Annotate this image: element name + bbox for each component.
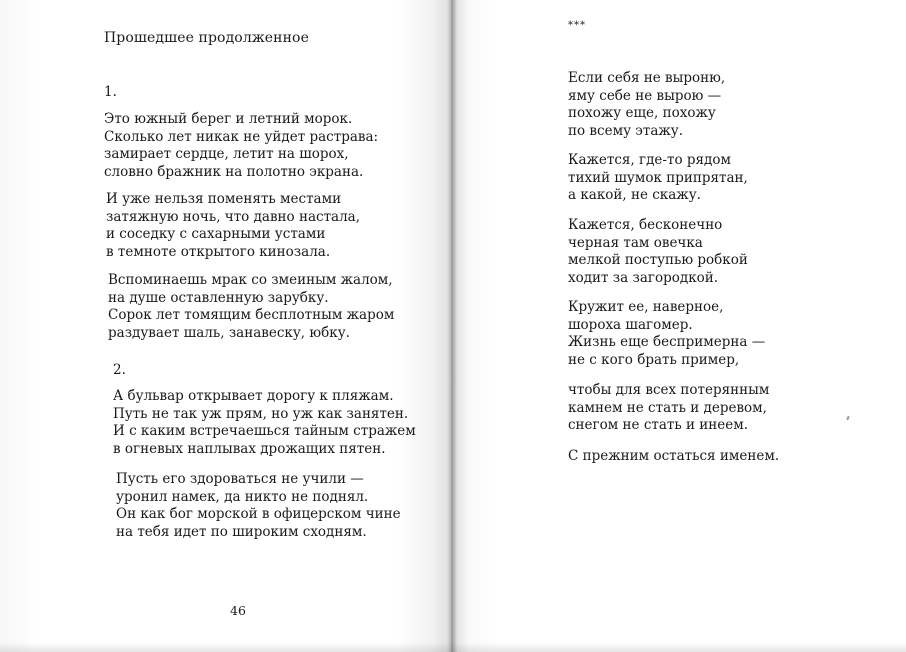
verse-line: Если себя не выроню, bbox=[568, 70, 726, 86]
verse-line: А бульвар открывает дорогу к пляжам. bbox=[113, 388, 394, 404]
page-edge-shadow bbox=[0, 642, 906, 652]
verse-line: С прежним остаться именем. bbox=[568, 448, 780, 464]
verse-line: Это южный берег и летний морок. bbox=[104, 111, 353, 127]
page-number: 46 bbox=[230, 603, 246, 618]
right-stanza-3 bbox=[568, 217, 748, 287]
verse-line: словно бражник на полотно экрана. bbox=[104, 163, 364, 180]
verse-line: замирает сердце, летит на шорох, bbox=[104, 146, 349, 162]
left-stanza-2 bbox=[106, 191, 360, 261]
verse-line: тихий шумок припрятан, bbox=[568, 169, 748, 186]
book-gutter bbox=[447, 0, 457, 652]
verse-line: на тебя идет по широким сходням. bbox=[116, 523, 367, 540]
right-stanza-5 bbox=[568, 382, 769, 435]
verse-line: Кажется, бесконечно bbox=[568, 217, 723, 233]
verse-line: Он как бог морской в офицерском чине bbox=[116, 506, 401, 522]
right-stanza-6 bbox=[568, 448, 779, 466]
verse-line: и соседку с сахарными устами bbox=[106, 226, 326, 242]
verse-line: Жизнь еще беспримерна — bbox=[568, 334, 766, 350]
verse-line: Кажется, где-то рядом bbox=[568, 152, 731, 168]
verse-line: шороха шагомер. bbox=[568, 316, 693, 333]
verse-line: снегом не стать и инеем. bbox=[568, 417, 749, 433]
verse-line: раздувает шаль, занавеску, юбку. bbox=[108, 324, 350, 341]
verse-line: в огневых наплывах дрожащих пятен. bbox=[113, 440, 386, 457]
section-number-2: 2. bbox=[113, 362, 126, 378]
poem-title: Прошедшее продолженное bbox=[104, 30, 309, 46]
verse-line: похожу еще, похожу bbox=[568, 105, 716, 121]
verse-line: в темноте открытого кинозала. bbox=[106, 243, 331, 260]
verse-line: Вспоминаешь мрак со змеиным жалом, bbox=[108, 272, 393, 288]
verse-line: И с каким встречаешься тайным стражем bbox=[113, 423, 416, 439]
right-stanza-2 bbox=[568, 152, 748, 205]
verse-line: И уже нельзя поменять местами bbox=[106, 191, 342, 207]
verse-line: черная там овечка bbox=[568, 234, 703, 251]
left-stanza-3 bbox=[108, 272, 394, 342]
verse-line: уронил намек, да никто не поднял. bbox=[116, 488, 369, 505]
verse-line: мелкой поступью робкой bbox=[568, 252, 748, 268]
verse-line: камнем не стать и деревом, bbox=[568, 399, 767, 416]
section-separator: *** bbox=[568, 20, 586, 31]
section-number-1: 1. bbox=[104, 84, 117, 100]
verse-line: Сорок лет томящим бесплотным жаром bbox=[108, 307, 395, 323]
verse-line: чтобы для всех потерянным bbox=[568, 382, 770, 398]
right-stanza-4 bbox=[568, 299, 765, 369]
verse-line: затяжную ночь, что давно настала, bbox=[106, 208, 361, 225]
verse-line: Пусть его здороваться не учили — bbox=[116, 471, 364, 487]
verse-line: Сколько лет никак не уйдет растрава: bbox=[104, 128, 379, 145]
verse-line: Путь не так уж прям, но уж как занятен. bbox=[113, 405, 409, 422]
verse-line: а какой, не скажу. bbox=[568, 187, 701, 203]
verse-line: яму себе не вырою — bbox=[568, 87, 722, 104]
left-stanza-5 bbox=[116, 471, 401, 541]
verse-line: не с кого брать пример, bbox=[568, 351, 740, 368]
left-stanza-1 bbox=[104, 111, 378, 181]
verse-line: по всему этажу. bbox=[568, 122, 684, 139]
verse-line: Кружит ее, наверное, bbox=[568, 299, 724, 315]
verse-line: на душе оставленную зарубку. bbox=[108, 289, 329, 306]
left-stanza-4 bbox=[113, 388, 416, 458]
verse-line: ходит за загородкой. bbox=[568, 269, 719, 286]
right-stanza-1 bbox=[568, 70, 725, 140]
